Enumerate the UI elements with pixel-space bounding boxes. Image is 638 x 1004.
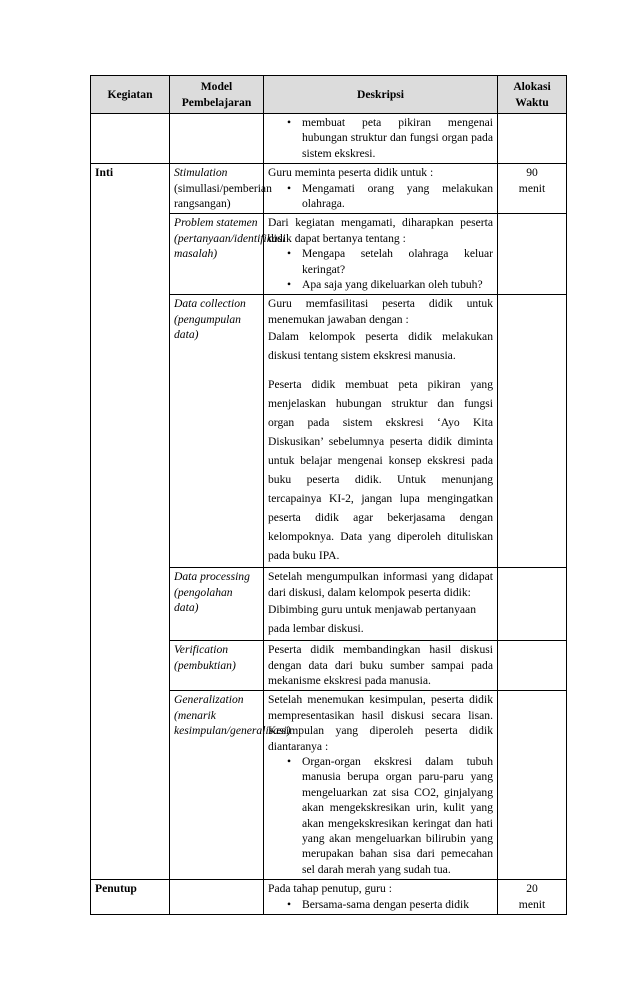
kegiatan-inti: Inti: [91, 164, 170, 880]
desc-processing: Setelah mengumpulkan informasi yang didapat dari diskusi, dalam kelompok peserta didik: Dibimbing guru untuk menjawab pertanyaan pada lembar diskusi.: [264, 568, 498, 641]
model-stimulation-desc: (simullasi/pemberian rangsangan): [174, 181, 272, 211]
table-row: [91, 164, 567, 214]
waktu-penutup: 20 menit: [498, 880, 567, 915]
list-item: • Bersama-sama dengan peserta didik: [302, 897, 493, 912]
list-item: • Mengapa setelah olahraga keluar keringat?: [302, 246, 493, 277]
model-stimulation-name: Stimulation: [174, 166, 228, 180]
list-item: • Apa saja yang dikeluarkan oleh tubuh?: [302, 277, 493, 292]
desc-problem: Dari kegiatan mengamati, diharapkan peserta didik dapat bertanya tentang : • Mengapa setelah olahraga keluar keringat? • Apa saja yang dikeluarkan oleh tubuh?: [264, 214, 498, 295]
table-row: [91, 114, 567, 164]
model-problem: Problem statemen (pertanyaan/identifikasi masalah): [170, 214, 264, 295]
table-row: [91, 880, 567, 915]
header-model: Model Pembelajaran: [170, 76, 264, 114]
waktu-inti: 90 menit: [498, 164, 567, 214]
model-processing: Data processing (pengolahan data): [170, 568, 264, 641]
header-kegiatan: Kegiatan: [91, 76, 170, 114]
kegiatan-penutup: Penutup: [91, 880, 170, 915]
lesson-plan-table: [90, 75, 567, 915]
list-item: • Mengamati orang yang melakukan olahraga.: [302, 181, 493, 212]
desc-stimulation: Guru meminta peserta didik untuk : • Mengamati orang yang melakukan olahraga.: [264, 164, 498, 214]
list-item: • Organ-organ ekskresi dalam tubuh manusia berupa organ paru-paru yang mengeluarkan zat sisa CO2, ginjalyang akan mengekskresikan urin, kulit yang akan mengekskresikan keringat dan hati yang akan mengeluarkan bilirubin yang merupakan bahan sisa dari pemecahan sel darah merah yang sudah tua.: [302, 754, 493, 877]
desc-penutup: Pada tahap penutup, guru : • Bersama-sama dengan peserta didik: [264, 880, 498, 915]
header-row: [91, 76, 567, 114]
desc-collection: Guru memfasilitasi peserta didik untuk menemukan jawaban dengan : Dalam kelompok peserta didik melakukan diskusi tentang sistem ekskresi manusia. Peserta didik membuat peta pikiran yang menjelaskan hubungan struktur dan fungsi organ pada sistem ekskresi ‘Ayo Kita Diskusikan’ sebelumnya peserta didik diminta untuk belajar mengenai konsep ekskresi pada buku peserta didik. Untuk menunjang tercapainya KI-2, jangan lupa mengingatkan peserta didik agar bekerjasama dengan kelompoknya. Data yang diperoleh dituliskan pada buku IPA.: [264, 295, 498, 568]
continued-description: • membuat peta pikiran mengenai hubungan struktur dan fungsi organ pada sistem ekskresi.: [302, 115, 493, 161]
model-stimulation: [170, 164, 272, 214]
header-alokasi: Alokasi Waktu: [498, 76, 567, 114]
model-verification: Verification (pembuktian): [170, 641, 264, 691]
model-collection: Data collection (pengumpulan data): [170, 295, 264, 568]
model-generalization: Generalization (menarik kesimpulan/generalisasi): [170, 691, 264, 880]
header-deskripsi: Deskripsi: [264, 76, 498, 114]
desc-verification: Peserta didik membandingkan hasil diskusi dengan data dari buku sumber sampai pada mekanisme ekskresi pada manusia.: [264, 641, 498, 691]
desc-generalization: Setelah menemukan kesimpulan, peserta didik mempresentasikan hasil diskusi secara lisan. Kesimpulan yang diperoleh peserta didik diantaranya : • Organ-organ ekskresi dalam tubuh manusia berupa organ paru-paru yang mengeluarkan zat sisa CO2, ginjalyang akan mengekskresikan urin, kulit yang akan mengekskresikan keringat dan hati yang akan mengeluarkan bilirubin yang merupakan bahan sisa dari pemecahan sel darah merah yang sudah tua.: [264, 691, 498, 880]
